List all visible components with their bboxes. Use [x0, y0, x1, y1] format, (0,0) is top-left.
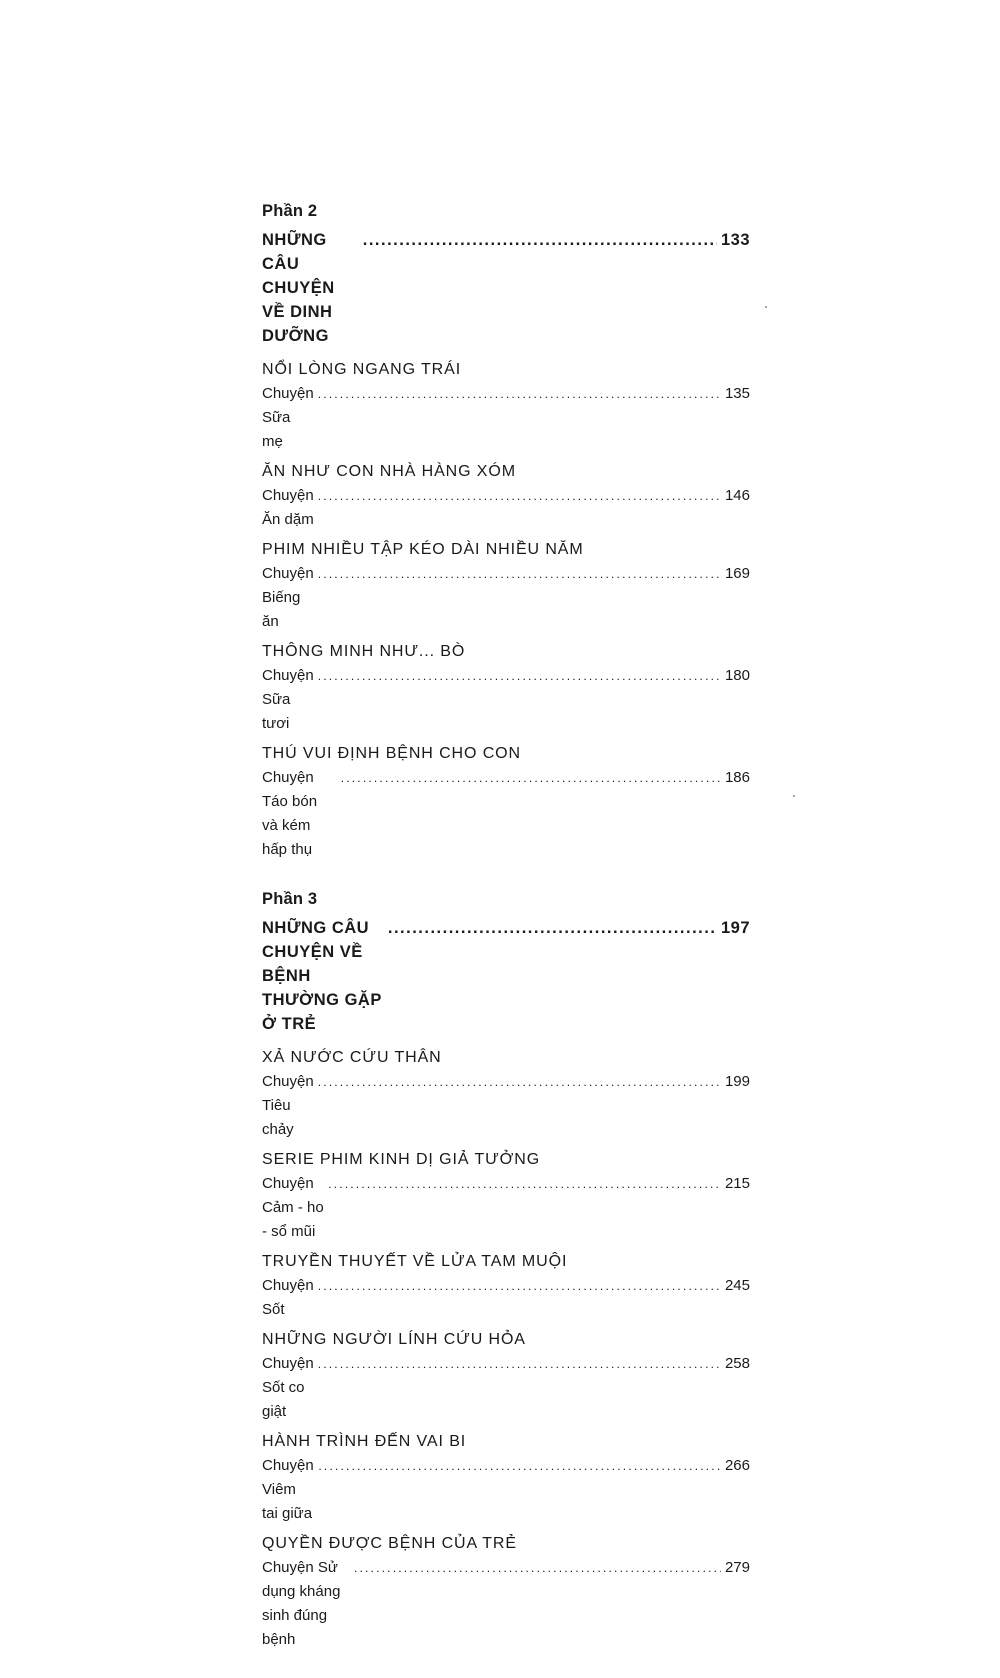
toc-section-part-2 — [262, 200, 750, 862]
entry-page-number: 279 — [724, 1559, 750, 1576]
entry-subtitle: Chuyện Sử dụng kháng sinh đúng bệnh — [262, 1559, 341, 1648]
part-heading-page: 197 — [720, 919, 750, 937]
entry-page-number: 146 — [724, 487, 750, 504]
dot-leader — [341, 766, 721, 790]
entry-title: NỔI LÒNG NGANG TRÁI — [262, 361, 462, 378]
toc-entry — [262, 358, 750, 454]
entry-line — [262, 766, 750, 862]
toc-entry — [262, 1328, 750, 1424]
dot-leader — [318, 1274, 721, 1298]
entry-page-number: 215 — [724, 1175, 750, 1192]
entry-line — [262, 1352, 750, 1424]
entry-subtitle: Chuyện Sốt — [262, 1277, 314, 1318]
toc-entry — [262, 1430, 750, 1526]
entry-subtitle: Chuyện Táo bón và kém hấp thụ — [262, 769, 318, 858]
entry-subtitle: Chuyện Sốt co giật — [262, 1355, 314, 1420]
entry-line — [262, 1070, 750, 1142]
toc-entry — [262, 538, 750, 634]
dot-leader — [354, 1556, 721, 1580]
entry-title: XẢ NƯỚC CỨU THÂN — [262, 1049, 442, 1066]
dot-leader — [318, 1454, 721, 1478]
toc-section-part-3 — [262, 888, 750, 1652]
toc-entry — [262, 1250, 750, 1322]
entry-title: QUYỀN ĐƯỢC BỆNH CỦA TRẺ — [262, 1535, 517, 1552]
dot-leader — [318, 1352, 721, 1376]
entry-line — [262, 382, 750, 454]
entry-page-number: 169 — [724, 565, 750, 582]
entry-line — [262, 1274, 750, 1322]
part-heading-title: NHỮNG CÂU CHUYỆN VỀ BỆNH THƯỜNG GẶP Ở TRẺ — [262, 919, 382, 1033]
toc-entry — [262, 1148, 750, 1244]
entry-title: NHỮNG NGƯỜI LÍNH CỨU HỎA — [262, 1331, 526, 1348]
toc-entry — [262, 742, 750, 862]
entry-subtitle: Chuyện Ăn dặm — [262, 487, 314, 528]
entry-subtitle: Chuyện Biếng ăn — [262, 565, 314, 630]
entry-page-number: 180 — [724, 667, 750, 684]
entry-subtitle: Chuyện Sữa mẹ — [262, 385, 314, 450]
entry-subtitle: Chuyện Sữa tươi — [262, 667, 314, 732]
toc-entry — [262, 1046, 750, 1142]
part-heading-title: NHỮNG CÂU CHUYỆN VỀ DINH DƯỠNG — [262, 231, 335, 345]
dot-leader — [328, 1172, 721, 1196]
entry-line — [262, 484, 750, 532]
dot-leader — [363, 228, 717, 252]
entry-line — [262, 562, 750, 634]
entry-line — [262, 1556, 750, 1652]
entry-page-number: 245 — [724, 1277, 750, 1294]
part-heading — [262, 228, 750, 348]
part-heading-page: 133 — [720, 231, 750, 249]
entry-page-number: 258 — [724, 1355, 750, 1372]
part-label: Phần 2 — [262, 202, 318, 220]
entry-line — [262, 664, 750, 736]
entry-page-number: 199 — [724, 1073, 750, 1090]
table-of-contents — [262, 200, 750, 1678]
entry-line — [262, 1172, 750, 1244]
scan-speck — [765, 306, 767, 308]
dot-leader — [318, 382, 721, 406]
toc-entry — [262, 1532, 750, 1652]
dot-leader — [318, 484, 721, 508]
dot-leader — [318, 1070, 721, 1094]
entry-page-number: 266 — [724, 1457, 750, 1474]
dot-leader — [388, 916, 717, 940]
scan-speck — [793, 795, 795, 797]
entry-page-number: 135 — [724, 385, 750, 402]
entry-line — [262, 1454, 750, 1526]
toc-entry — [262, 460, 750, 532]
entry-title: PHIM NHIỀU TẬP KÉO DÀI NHIỀU NĂM — [262, 541, 584, 558]
part-heading — [262, 916, 750, 1036]
entry-title: TRUYỀN THUYẾT VỀ LỬA TAM MUỘI — [262, 1253, 568, 1270]
entry-subtitle: Chuyện Viêm tai giữa — [262, 1457, 314, 1522]
entry-title: ĂN NHƯ CON NHÀ HÀNG XÓM — [262, 463, 516, 480]
entry-title: THÔNG MINH NHƯ... BÒ — [262, 643, 466, 660]
entry-subtitle: Chuyện Tiêu chảy — [262, 1073, 314, 1138]
dot-leader — [318, 562, 721, 586]
entry-subtitle: Chuyện Cảm - ho - sổ mũi — [262, 1175, 324, 1240]
entry-title: HÀNH TRÌNH ĐẾN VAI BI — [262, 1433, 467, 1450]
entry-page-number: 186 — [724, 769, 750, 786]
dot-leader — [318, 664, 721, 688]
entry-title: SERIE PHIM KINH DỊ GIẢ TƯỞNG — [262, 1151, 541, 1168]
entry-title: THÚ VUI ĐỊNH BỆNH CHO CON — [262, 745, 521, 762]
toc-entry — [262, 640, 750, 736]
part-label: Phần 3 — [262, 890, 318, 908]
